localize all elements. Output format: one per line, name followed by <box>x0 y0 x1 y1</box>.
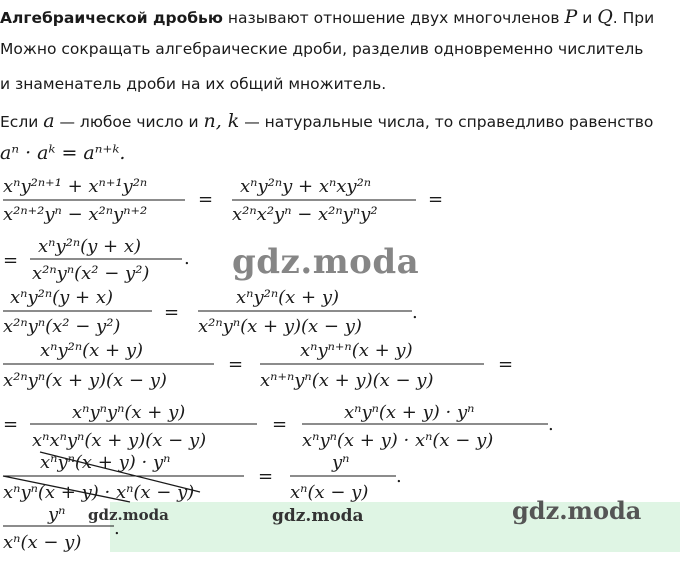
r2-dot: . <box>184 248 190 269</box>
r2-den: x²ⁿyⁿ(x² − y²) <box>32 263 150 284</box>
r6-eq: = <box>258 466 274 487</box>
r6-dot: . <box>396 466 402 487</box>
power-identity: aⁿ · aᵏ = aⁿ⁺ᵏ. <box>0 142 126 164</box>
r4-eq1: = <box>228 354 244 375</box>
rule-line-1: Можно сокращать алгебраические дроби, разделив одновременно числитель <box>0 40 644 58</box>
definition-text: называют отношение двух многочленов <box>222 9 565 27</box>
r5-dot: . <box>548 414 554 435</box>
definition-end: . При <box>612 9 655 27</box>
r1-left-den: x²ⁿ⁺²yⁿ − x²ⁿyⁿ⁺² <box>3 204 148 225</box>
r3-right-den: x²ⁿyⁿ(x + y)(x − y) <box>198 316 362 337</box>
r3-eq: = <box>164 302 180 323</box>
r4-right-den: xⁿ⁺ⁿyⁿ(x + y)(x − y) <box>260 370 434 391</box>
r7-dot: . <box>114 518 120 539</box>
term-algebraic-fraction: Алгебраической дробью <box>0 9 223 27</box>
r7-den: xⁿ(x − y) <box>3 532 82 553</box>
rule-line-2: и знаменатель дроби на их общий множитель. <box>0 75 387 93</box>
r1-eq1: = <box>198 189 214 210</box>
r3-dot: . <box>412 302 418 323</box>
r4-right-num: xⁿyⁿ⁺ⁿ(x + y) <box>300 340 413 361</box>
r5-right-den: xⁿyⁿ(x + y) · xⁿ(x − y) <box>302 430 494 451</box>
property-mid: — любое число и <box>54 113 204 131</box>
watermark-1: gdz.moda <box>232 242 420 282</box>
definition-and: и <box>577 9 598 27</box>
r6-left-den: xⁿyⁿ(x + y) · xⁿ(x − y) <box>3 482 195 503</box>
property-end: — натуральные числа, то справедливо равенство <box>239 113 654 131</box>
r3-left-den: x²ⁿyⁿ(x² − y²) <box>3 316 121 337</box>
r6-right-num: yⁿ <box>332 452 350 473</box>
var-Q: Q <box>597 6 613 28</box>
r1-eq2: = <box>428 189 444 210</box>
r2-num: xⁿy²ⁿ(y + x) <box>38 236 142 257</box>
r4-left-num: xⁿy²ⁿ(x + y) <box>40 340 144 361</box>
var-a: a <box>43 110 55 132</box>
r5-eq: = <box>3 414 19 435</box>
r7-num: yⁿ <box>48 504 66 525</box>
r6-left-num: xⁿyⁿ(x + y) · yⁿ <box>40 452 171 473</box>
r3-right-num: xⁿy²ⁿ(x + y) <box>236 287 340 308</box>
watermark-3: gdz.moda <box>272 506 364 526</box>
r1-right-num: xⁿy²ⁿy + xⁿxy²ⁿ <box>240 176 372 197</box>
r5-left-num: xⁿyⁿyⁿ(x + y) <box>72 402 186 423</box>
var-n-k: n, k <box>203 110 240 132</box>
r5-eq2: = <box>272 414 288 435</box>
watermark-2: gdz.moda <box>88 506 169 524</box>
r6-right-den: xⁿ(x − y) <box>290 482 369 503</box>
var-P: P <box>564 6 578 28</box>
r1-right-den: x²ⁿx²yⁿ − x²ⁿyⁿy² <box>232 204 378 225</box>
watermark-4: gdz.moda <box>512 496 642 525</box>
r5-left-den: xⁿxⁿyⁿ(x + y)(x − y) <box>32 430 207 451</box>
r5-right-num: xⁿyⁿ(x + y) · yⁿ <box>344 402 475 423</box>
r1-left-num: xⁿy²ⁿ⁺¹ + xⁿ⁺¹y²ⁿ <box>3 176 148 197</box>
r2-eq: = <box>3 250 19 271</box>
r3-left-num: xⁿy²ⁿ(y + x) <box>10 287 114 308</box>
r4-eq2: = <box>498 354 514 375</box>
property-start: Если <box>0 113 44 131</box>
r4-left-den: x²ⁿyⁿ(x + y)(x − y) <box>3 370 167 391</box>
